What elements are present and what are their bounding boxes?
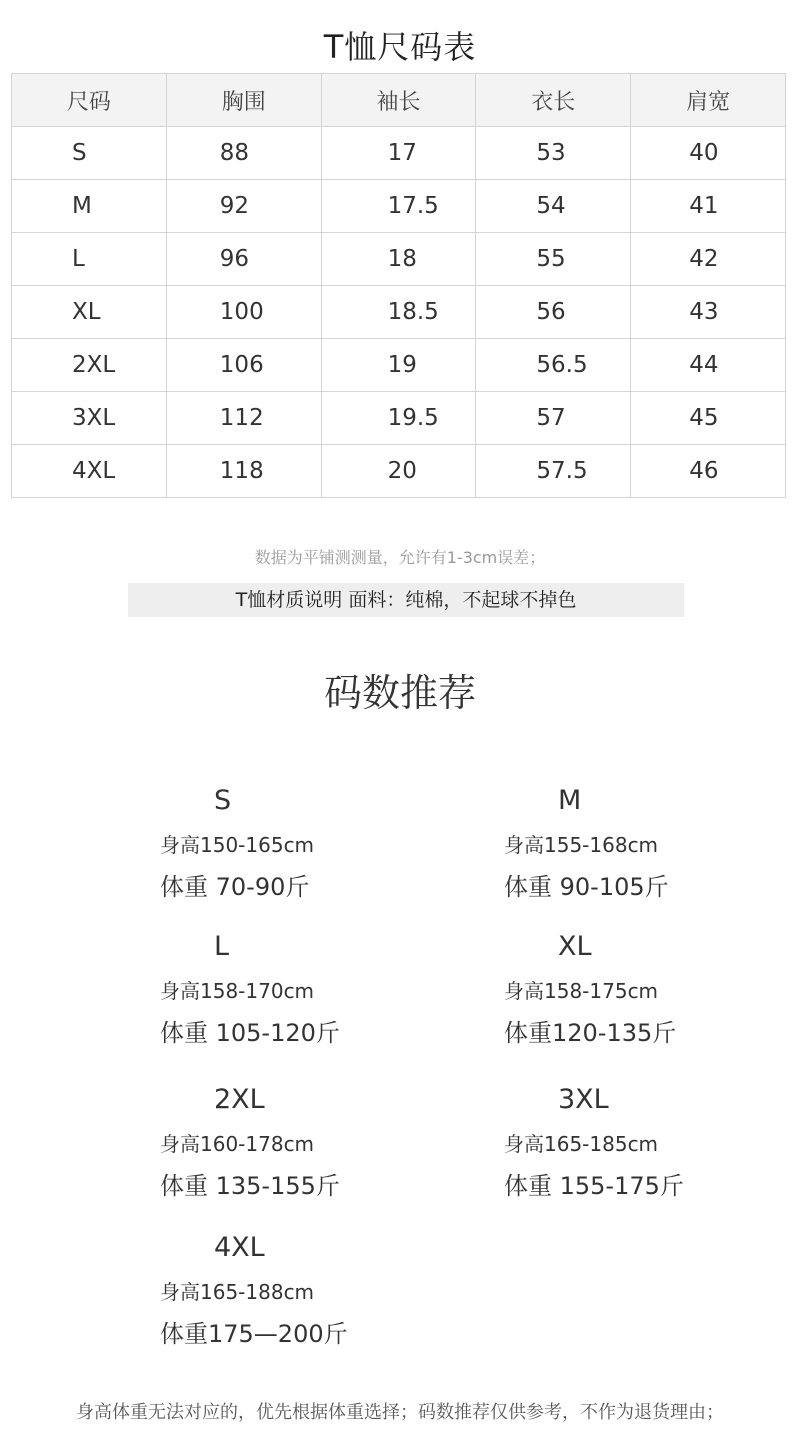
cell-shoulder: 42 — [631, 233, 786, 286]
header-size: 尺码 — [12, 74, 167, 127]
header-sleeve: 袖长 — [321, 74, 476, 127]
cell-sleeve: 19 — [321, 339, 476, 392]
recommend-size: 4XL — [214, 1232, 265, 1263]
cell-size: L — [12, 233, 167, 286]
recommend-weight: 体重 70-90斤 — [160, 873, 310, 901]
recommend-weight: 体重 135-155斤 — [160, 1172, 340, 1200]
cell-length: 53 — [476, 127, 631, 180]
cell-sleeve: 20 — [321, 445, 476, 498]
recommend-weight: 体重120-135斤 — [504, 1019, 677, 1047]
cell-size: XL — [12, 286, 167, 339]
cell-shoulder: 43 — [631, 286, 786, 339]
recommend-size: XL — [558, 931, 592, 962]
cell-length: 56 — [476, 286, 631, 339]
recommend-weight: 体重 105-120斤 — [160, 1019, 340, 1047]
cell-chest: 92 — [166, 180, 321, 233]
table-row — [12, 392, 786, 445]
recommend-size: M — [558, 785, 582, 816]
cell-chest: 96 — [166, 233, 321, 286]
cell-sleeve: 18 — [321, 233, 476, 286]
cell-shoulder: 46 — [631, 445, 786, 498]
table-row — [12, 445, 786, 498]
cell-sleeve: 18.5 — [321, 286, 476, 339]
recommend-height: 身高165-185cm — [504, 1132, 659, 1156]
header-chest: 胸围 — [166, 74, 321, 127]
recommend-height: 身高150-165cm — [160, 833, 315, 857]
cell-chest: 118 — [166, 445, 321, 498]
disclaimer-footer: 身高体重无法对应的，优先根据体重选择；码数推荐仅供参考，不作为退货理由； — [76, 1402, 724, 1423]
size-table — [11, 73, 786, 498]
recommend-size: L — [214, 931, 230, 962]
cell-size: 4XL — [12, 445, 167, 498]
material-note: T恤材质说明 面料：纯棉，不起球不掉色 — [128, 583, 684, 617]
cell-chest: 112 — [166, 392, 321, 445]
header-length: 衣长 — [476, 74, 631, 127]
cell-size: S — [12, 127, 167, 180]
cell-length: 56.5 — [476, 339, 631, 392]
recommend-height: 身高160-178cm — [160, 1132, 315, 1156]
table-row — [12, 180, 786, 233]
recommend-size: 2XL — [214, 1084, 265, 1115]
cell-chest: 100 — [166, 286, 321, 339]
cell-sleeve: 17 — [321, 127, 476, 180]
cell-sleeve: 17.5 — [321, 180, 476, 233]
cell-size: 2XL — [12, 339, 167, 392]
cell-shoulder: 40 — [631, 127, 786, 180]
table-header-row — [12, 74, 786, 127]
measurement-note: 数据为平铺测测量，允许有1-3cm误差； — [254, 548, 546, 567]
recommend-height: 身高158-175cm — [504, 979, 659, 1003]
recommend-size: S — [214, 785, 232, 816]
cell-size: 3XL — [12, 392, 167, 445]
recommend-weight: 体重175—200斤 — [160, 1320, 348, 1348]
cell-size: M — [12, 180, 167, 233]
cell-length: 55 — [476, 233, 631, 286]
cell-shoulder: 45 — [631, 392, 786, 445]
cell-length: 54 — [476, 180, 631, 233]
cell-chest: 88 — [166, 127, 321, 180]
recommend-weight: 体重 90-105斤 — [504, 873, 669, 901]
recommend-height: 身高155-168cm — [504, 833, 659, 857]
cell-chest: 106 — [166, 339, 321, 392]
recommend-title: 码数推荐 — [323, 671, 476, 715]
cell-length: 57 — [476, 392, 631, 445]
table-row — [12, 339, 786, 392]
recommend-size: 3XL — [558, 1084, 609, 1115]
cell-length: 57.5 — [476, 445, 631, 498]
cell-shoulder: 44 — [631, 339, 786, 392]
recommend-height: 身高158-170cm — [160, 979, 315, 1003]
table-row — [12, 233, 786, 286]
table-row — [12, 127, 786, 180]
recommend-weight: 体重 155-175斤 — [504, 1172, 684, 1200]
cell-sleeve: 19.5 — [321, 392, 476, 445]
header-shoulder: 肩宽 — [631, 74, 786, 127]
recommend-height: 身高165-188cm — [160, 1280, 315, 1304]
table-row — [12, 286, 786, 339]
page-title: T恤尺码表 — [323, 28, 477, 66]
cell-shoulder: 41 — [631, 180, 786, 233]
